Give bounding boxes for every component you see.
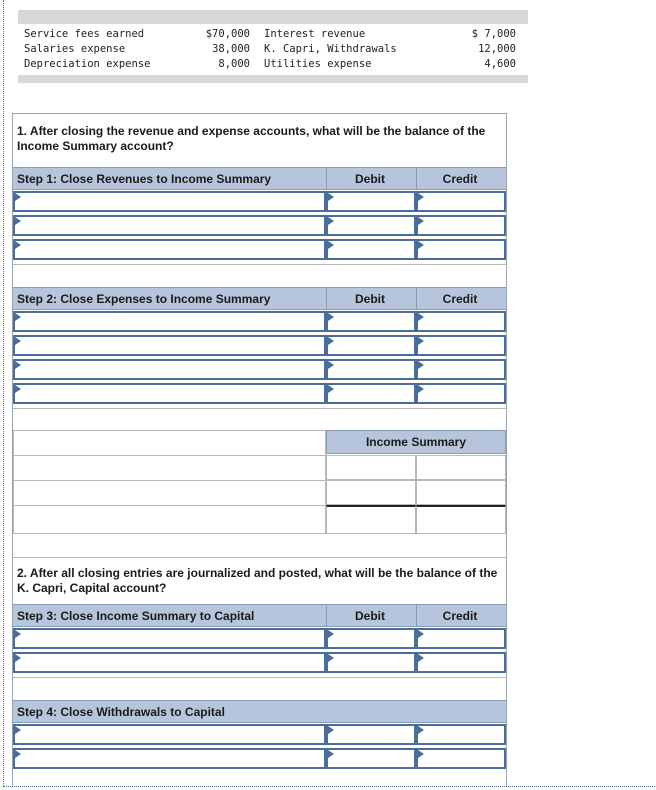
debit-input[interactable] xyxy=(326,724,416,745)
debit-header: Debit xyxy=(355,292,385,306)
given-account: K. Capri, Withdrawals xyxy=(264,43,397,55)
credit-input[interactable] xyxy=(416,311,506,332)
step4-entry-row xyxy=(13,747,506,771)
debit-input[interactable] xyxy=(326,311,416,332)
t-account-left-row xyxy=(13,455,326,481)
dropdown-arrow-icon xyxy=(15,654,21,662)
step1-entry-row xyxy=(13,238,506,262)
row-divider xyxy=(13,557,506,558)
debit-input[interactable] xyxy=(326,383,416,404)
account-select[interactable] xyxy=(13,359,326,380)
account-select[interactable] xyxy=(13,748,326,769)
credit-input[interactable] xyxy=(416,724,506,745)
dropdown-arrow-icon xyxy=(328,241,334,249)
given-top-bar xyxy=(18,10,528,24)
dropdown-arrow-icon xyxy=(418,654,424,662)
given-amount: 4,600 xyxy=(484,58,516,70)
step2-header xyxy=(13,287,506,310)
question-1: 1. After closing the revenue and expense accounts, what will be the balance of the Income Summary account? xyxy=(17,124,486,153)
given-row xyxy=(18,27,528,42)
closing-entries-worksheet xyxy=(12,113,507,786)
dropdown-arrow-icon xyxy=(15,313,21,321)
dropdown-arrow-icon xyxy=(328,750,334,758)
dropdown-arrow-icon xyxy=(15,241,21,249)
step2-label: Step 2: Close Expenses to Income Summary xyxy=(17,292,271,306)
given-amount: 38,000 xyxy=(212,43,250,55)
given-data-table xyxy=(18,10,528,83)
given-account: Salaries expense xyxy=(24,43,126,55)
dropdown-arrow-icon xyxy=(418,361,424,369)
frame-left-border xyxy=(3,0,4,786)
account-select[interactable] xyxy=(13,383,326,404)
step1-label: Step 1: Close Revenues to Income Summary xyxy=(17,172,272,186)
row-divider xyxy=(13,677,506,678)
credit-input[interactable] xyxy=(416,748,506,769)
dropdown-arrow-icon xyxy=(15,337,21,345)
frame-bottom-border xyxy=(3,786,655,787)
account-select[interactable] xyxy=(13,311,326,332)
dropdown-arrow-icon xyxy=(328,193,334,201)
debit-input[interactable] xyxy=(326,335,416,356)
given-account: Interest revenue xyxy=(264,28,366,40)
debit-input[interactable] xyxy=(326,239,416,260)
given-bottom-bar xyxy=(18,75,528,83)
given-account: Utilities expense xyxy=(264,58,372,70)
dropdown-arrow-icon xyxy=(328,361,334,369)
debit-input[interactable] xyxy=(326,628,416,649)
credit-input[interactable] xyxy=(416,239,506,260)
given-amount: $ 7,000 xyxy=(471,28,516,40)
question-2: 2. After all closing entries are journalized and posted, what will be the balance of the K. Capri, Capital account? xyxy=(17,566,498,595)
debit-header: Debit xyxy=(355,609,385,623)
account-select[interactable] xyxy=(13,335,326,356)
income-summary-credit-cell[interactable] xyxy=(416,480,506,505)
t-account-left-row xyxy=(13,480,326,506)
step4-entry-row xyxy=(13,723,506,747)
debit-input[interactable] xyxy=(326,359,416,380)
dropdown-arrow-icon xyxy=(418,337,424,345)
debit-input[interactable] xyxy=(326,652,416,673)
income-summary-credit-total[interactable] xyxy=(416,505,506,534)
step1-entry-row xyxy=(13,214,506,238)
step3-label: Step 3: Close Income Summary to Capital xyxy=(17,609,255,623)
step2-entry-row xyxy=(13,334,506,358)
income-summary-debit-cell[interactable] xyxy=(326,455,416,480)
credit-input[interactable] xyxy=(416,383,506,404)
dropdown-arrow-icon xyxy=(418,193,424,201)
income-summary-debit-cell[interactable] xyxy=(326,480,416,505)
given-amount: 12,000 xyxy=(478,43,516,55)
given-account: Service fees earned xyxy=(24,28,145,40)
account-select[interactable] xyxy=(13,628,326,649)
account-select[interactable] xyxy=(13,191,326,212)
debit-header: Debit xyxy=(355,172,385,186)
account-select[interactable] xyxy=(13,724,326,745)
credit-input[interactable] xyxy=(416,215,506,236)
dropdown-arrow-icon xyxy=(15,193,21,201)
step3-entry-row xyxy=(13,651,506,675)
given-amount: 8,000 xyxy=(218,58,250,70)
dropdown-arrow-icon xyxy=(418,217,424,225)
t-account-left-row xyxy=(13,505,326,534)
income-summary-credit-cell[interactable] xyxy=(416,455,506,480)
step1-entry-row xyxy=(13,190,506,214)
t-account-left-row xyxy=(13,430,326,456)
credit-input[interactable] xyxy=(416,652,506,673)
credit-header: Credit xyxy=(442,609,478,623)
step2-entry-row xyxy=(13,382,506,406)
dropdown-arrow-icon xyxy=(15,361,21,369)
account-select[interactable] xyxy=(13,652,326,673)
credit-input[interactable] xyxy=(416,335,506,356)
step3-entry-row xyxy=(13,627,506,651)
step4-header xyxy=(13,700,506,723)
debit-input[interactable] xyxy=(326,748,416,769)
dropdown-arrow-icon xyxy=(328,726,334,734)
credit-input[interactable] xyxy=(416,359,506,380)
account-select[interactable] xyxy=(13,215,326,236)
dropdown-arrow-icon xyxy=(418,385,424,393)
credit-header: Credit xyxy=(442,292,478,306)
step1-header xyxy=(13,167,506,190)
dropdown-arrow-icon xyxy=(15,726,21,734)
account-select[interactable] xyxy=(13,239,326,260)
dropdown-arrow-icon xyxy=(15,630,21,638)
dropdown-arrow-icon xyxy=(328,337,334,345)
step2-entry-row xyxy=(13,358,506,382)
dropdown-arrow-icon xyxy=(418,726,424,734)
row-divider xyxy=(13,264,506,265)
debit-input[interactable] xyxy=(326,191,416,212)
credit-input[interactable] xyxy=(416,191,506,212)
step3-header xyxy=(13,604,506,627)
given-account: Depreciation expense xyxy=(24,58,151,70)
given-row xyxy=(18,57,528,72)
dropdown-arrow-icon xyxy=(328,654,334,662)
income-summary-debit-total[interactable] xyxy=(326,505,416,534)
dropdown-arrow-icon xyxy=(15,217,21,225)
dropdown-arrow-icon xyxy=(15,385,21,393)
row-divider xyxy=(13,408,506,409)
given-amount: $70,000 xyxy=(205,28,250,40)
dropdown-arrow-icon xyxy=(15,750,21,758)
dropdown-arrow-icon xyxy=(418,630,424,638)
given-row xyxy=(18,42,528,57)
dropdown-arrow-icon xyxy=(328,630,334,638)
debit-input[interactable] xyxy=(326,215,416,236)
dropdown-arrow-icon xyxy=(328,385,334,393)
dropdown-arrow-icon xyxy=(328,217,334,225)
dropdown-arrow-icon xyxy=(328,313,334,321)
credit-header: Credit xyxy=(442,172,478,186)
dropdown-arrow-icon xyxy=(418,241,424,249)
dropdown-arrow-icon xyxy=(418,313,424,321)
dropdown-arrow-icon xyxy=(418,750,424,758)
step4-label: Step 4: Close Withdrawals to Capital xyxy=(17,705,225,719)
credit-input[interactable] xyxy=(416,628,506,649)
income-summary-header: Income Summary xyxy=(326,430,506,454)
step2-entry-row xyxy=(13,310,506,334)
